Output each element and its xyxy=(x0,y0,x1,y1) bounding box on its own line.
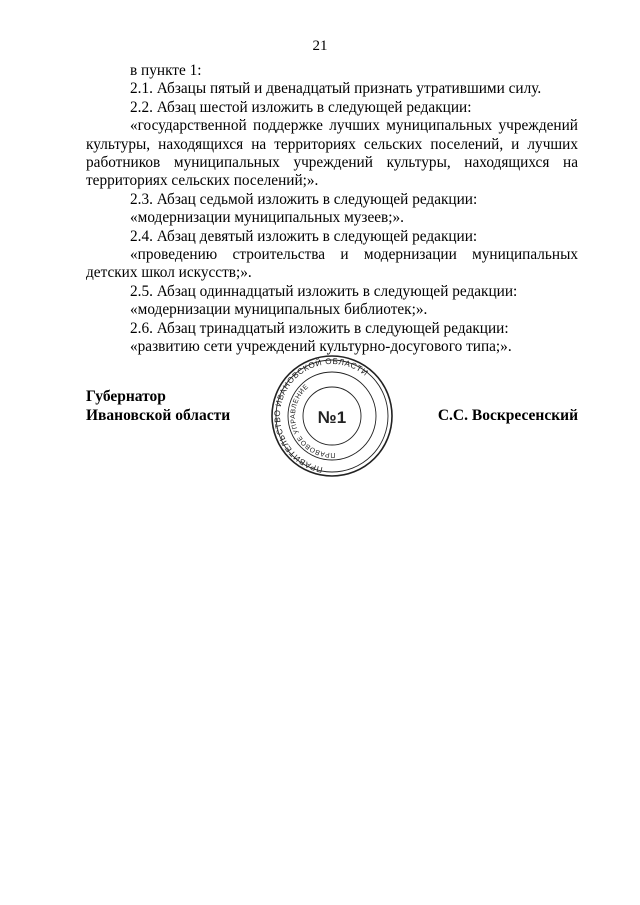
official-seal-stamp xyxy=(270,354,394,478)
seal-inner-text: ПРАВОВОЕ УПРАВЛЕНИЕ xyxy=(289,383,336,459)
paragraph: 2.2. Абзац шестой изложить в следующей редакции: xyxy=(130,98,472,116)
paragraph: «модернизации муниципальных библиотек;». xyxy=(130,301,428,319)
seal-center-number: №1 xyxy=(317,408,347,427)
paragraph: 2.3. Абзац седьмой изложить в следующей редакции: xyxy=(130,190,478,208)
paragraph: «модернизации муниципальных музеев;». xyxy=(130,209,404,227)
document-body xyxy=(86,62,578,357)
paragraph: 2.4. Абзац девятый изложить в следующей редакции: xyxy=(130,227,478,245)
signatory-title-line2: Ивановской области xyxy=(86,407,231,424)
paragraph: 2.5. Абзац одиннадцатый изложить в следующей редакции: xyxy=(130,282,518,300)
paragraph: «развитию сети учреждений культурно-досугового типа;». xyxy=(130,338,512,356)
signatory-title xyxy=(86,387,230,425)
paragraph: «проведению строительства и модернизации муниципальных детских школ искусств;». xyxy=(86,246,578,282)
paragraph: 2.6. Абзац тринадцатый изложить в следующей редакции: xyxy=(130,319,509,337)
paragraph: 2.1. Абзацы пятый и двенадцатый признать утратившими силу. xyxy=(130,80,542,98)
page-number: 21 xyxy=(312,38,328,54)
paragraph: в пункте 1: xyxy=(130,62,202,79)
signatory-title-line1: Губернатор xyxy=(86,388,166,405)
signatory-name: С.С. Воскресенский xyxy=(437,407,578,424)
paragraph: «государственной поддержке лучших муниципальных учреждений культуры, находящихся на территориях сельских поселений, и лучших работников муниципальных учреждений культуры, находящихся на территориях сельских поселений;». xyxy=(86,117,578,190)
seal-outer-text: ПРАВИТЕЛЬСТВО ИВАНОВСКОЙ ОБЛАСТИ xyxy=(272,356,370,475)
